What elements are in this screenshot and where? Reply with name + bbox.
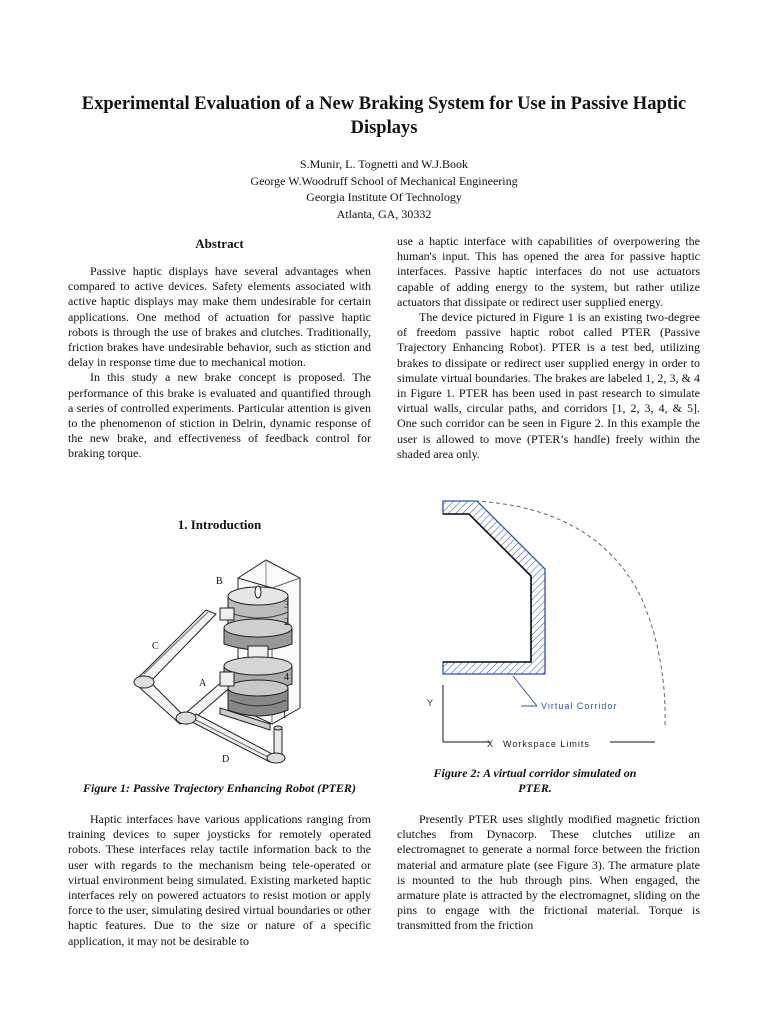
right-column-bottom bbox=[397, 812, 700, 934]
affiliation-line: Atlanta, GA, 30332 bbox=[336, 206, 432, 221]
virtual-corridor-shape bbox=[443, 501, 545, 674]
body-paragraph: Haptic interfaces have various applications ranging from training devices to super joysticks for remotely operated robots. These interfaces relay tactile information back to the user with regards to the mechanism being tele-operated or virtual environment being simulated. Existing marketed haptic interfaces rely on powered actuators to resist motion or apply force to the user, simulating desired virtual boundaries or other haptic features. Due to the size or nature of a specific application, it may not be desirable to bbox=[68, 812, 371, 948]
abstract-paragraph: In this study a new brake concept is proposed. The performance of this brake is evaluated and quantified through a series of controlled experiments. Particular attention is given to the phenomenon of stiction in Delrin, dynamic response of the new brake, and effectiveness of feedback control for braking torque. bbox=[68, 370, 371, 461]
figure-2-virtual-corridor bbox=[415, 490, 685, 755]
figure-1-pter-drawing bbox=[120, 548, 320, 773]
fig1-label-1: 1 bbox=[282, 710, 287, 721]
authors: S.Munir, L. Tognetti and W.J.Book bbox=[299, 157, 469, 171]
abstract-paragraph: Passive haptic displays have several advantages when compared to active devices. Safety elements associated with active haptic displays may make them undesirable for certain applications. One method of actuation for passive haptic robots is through the use of brakes and clutches. Traditionally, friction brakes have undesirable behavior, such as stiction and delay in response time due to mechanical motion. bbox=[68, 264, 371, 370]
introduction-heading: 1. Introduction bbox=[177, 517, 262, 532]
abstract-body bbox=[68, 264, 371, 462]
x-axis-label: X bbox=[487, 739, 495, 749]
fig1-label-c: C bbox=[152, 641, 159, 652]
introduction-body bbox=[68, 812, 371, 949]
figure-1-caption: Figure 1: Passive Trajectory Enhancing Robot (PTER) bbox=[83, 781, 356, 795]
fig1-label-b: B bbox=[216, 576, 223, 587]
figure-2-caption: Figure 2: A virtual corridor simulated on PTER. bbox=[433, 766, 637, 795]
fig1-label-4: 4 bbox=[284, 672, 289, 683]
body-paragraph: use a haptic interface with capabilities of overpowering the human's input. This has opened the area for passive haptic interfaces. Passive haptic interfaces do not use actuators capable of adding energy to the system, but rather utilize actuators that dissipate or redirect user supplied energy. bbox=[397, 234, 700, 309]
fig1-label-2: 2 bbox=[284, 617, 289, 628]
workspace-limits-label: Workspace Limits bbox=[503, 739, 590, 749]
body-paragraph: Presently PTER uses slightly modified magnetic friction clutches from Dynacorp. These clutches utilize an electromagnet to generate a normal force between the friction material and armature plate (see Figure 3). The armature plate is mounted to the hub through pins. When engaged, the armature plate is attracted by the electromagnet, sliding on the pins to engage with the frictional material. Torque is transmitted from the friction bbox=[397, 812, 700, 933]
fig1-label-a: A bbox=[199, 678, 207, 689]
right-column-top bbox=[397, 234, 700, 462]
body-paragraph: The device pictured in Figure 1 is an existing two-degree of freedom passive haptic robot called PTER (Passive Trajectory Enhancing Robot). PTER is a test bed, utilizing brakes to dissipate or redirect user supplied energy in order to simulate virtual boundaries. The brakes are labeled 1, 2, 3, & 4 in Figure 1. PTER has been used in past research to simulate virtual walls, circular paths, and corridors [1, 2, 3, 4, & 5]. One such corridor can be seen in Figure 2. In this example the user is allowed to move (PTER’s handle) freely within the shaded area only. bbox=[397, 310, 700, 461]
affiliation-line: George W.Woodruff School of Mechanical Engineering bbox=[250, 173, 518, 188]
abstract-heading: Abstract bbox=[195, 236, 244, 251]
virtual-corridor-label: Virtual Corridor bbox=[541, 701, 618, 711]
author-block bbox=[120, 156, 648, 222]
y-axis-label: Y bbox=[427, 698, 435, 708]
paper-title: Experimental Evaluation of a New Braking System for Use in Passive Haptic Displays bbox=[81, 94, 687, 138]
fig1-label-d: D bbox=[222, 754, 230, 765]
affiliation-line: Georgia Institute Of Technology bbox=[306, 190, 462, 204]
fig1-label-3: 3 bbox=[284, 600, 289, 611]
